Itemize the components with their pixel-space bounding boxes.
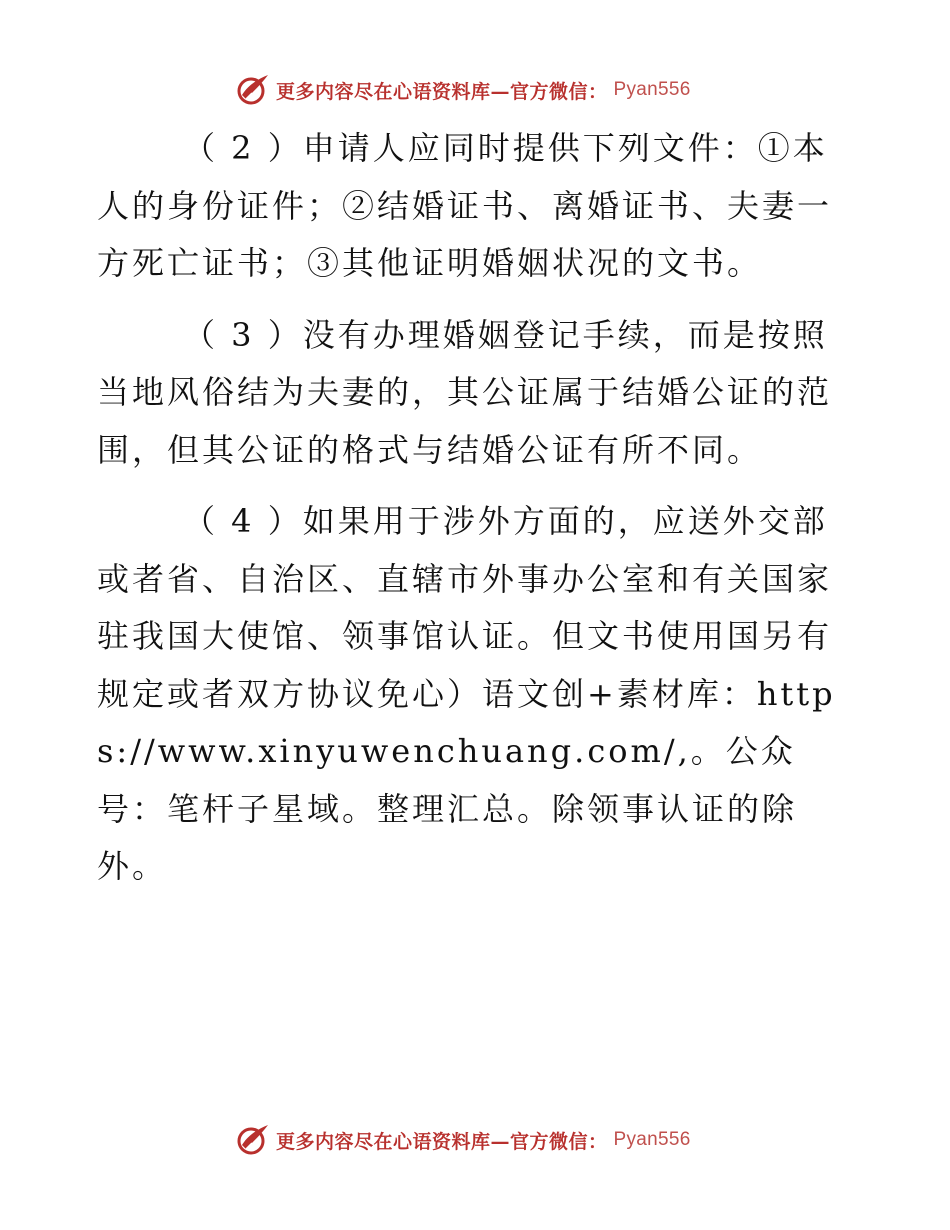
footer-banner <box>236 1122 716 1158</box>
header-banner-text: 更多内容尽在心语资料库—官方微信： <box>276 80 608 103</box>
paragraph-3: （ 3 ）没有办理婚姻登记手续，而是按照当地风俗结为夫妻的，其公证属于结婚公证的范围，但其公证的格式与结婚公证有所不同。 <box>97 315 833 469</box>
paragraph-2: （ 2 ）申请人应同时提供下列文件：①本人的身份证件；②结婚证书、离婚证书、夫妻一方死亡证书；③其他证明婚姻状况的文书。 <box>97 129 833 282</box>
document-body <box>97 120 849 910</box>
header-wechat-id: Pyan556 <box>613 79 691 100</box>
footer-banner-text: 更多内容尽在心语资料库—官方微信： <box>276 1130 608 1153</box>
paragraph-4: （ 4 ）如果用于涉外方面的，应送外交部或者省、自治区、直辖市外事办公室和有关国家驻我国大使馆、领事馆认证。但文书使用国另有规定或者双方协议免心）语文创+素材库：https://www.xinyuwenchuang.com/,。公众号：笔杆子星域。整理汇总。除领事认证的除外。 <box>97 502 836 885</box>
footer-wechat-id: Pyan556 <box>613 1129 691 1150</box>
header-banner <box>236 72 716 108</box>
quill-pen-logo-icon <box>236 1123 270 1157</box>
quill-pen-logo-icon <box>236 73 270 107</box>
